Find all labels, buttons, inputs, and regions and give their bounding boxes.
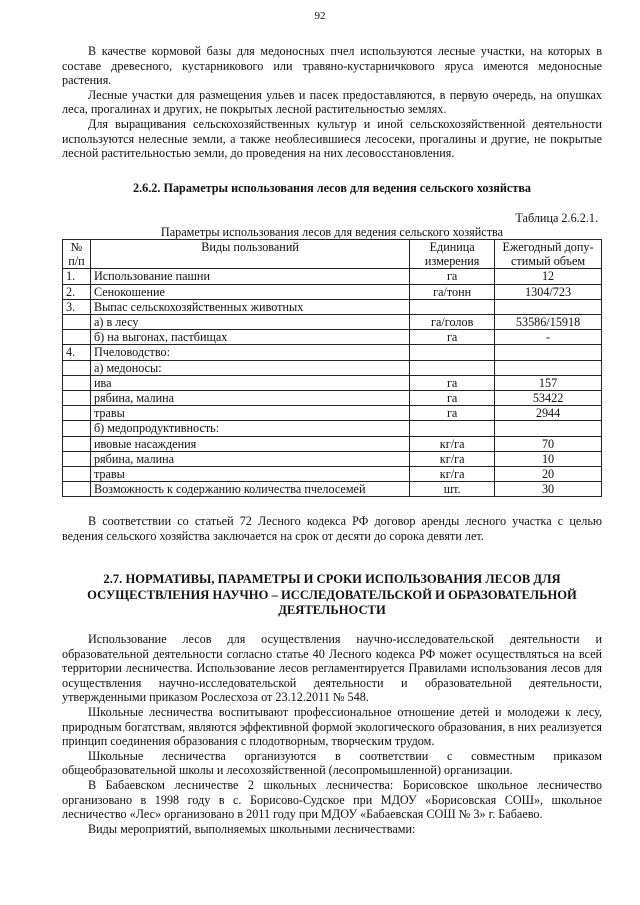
table-row bbox=[63, 482, 602, 497]
row-volume: 12 bbox=[495, 269, 602, 284]
row-kind: Использование пашни bbox=[90, 269, 409, 284]
table-row bbox=[63, 360, 602, 375]
row-unit: кг/га bbox=[410, 451, 495, 466]
row-volume: 2944 bbox=[495, 406, 602, 421]
row-volume bbox=[495, 345, 602, 360]
row-unit: га bbox=[410, 330, 495, 345]
row-num bbox=[63, 315, 91, 330]
header-unit-line1: Единица bbox=[429, 240, 475, 254]
intro-paragraph: Для выращивания сельскохозяйственных культур и иной сельскохозяйственной деятельности используются нелесные земли, а также необлесившиеся лесосеки, прогалины и другие, не покрытые лесной растительностью земли, до проведения на них лесовосстановления. bbox=[62, 116, 602, 161]
row-num: 2. bbox=[63, 284, 91, 299]
table-row bbox=[63, 284, 602, 299]
row-num bbox=[63, 421, 91, 436]
row-volume: 53422 bbox=[495, 391, 602, 406]
row-volume: 70 bbox=[495, 436, 602, 451]
row-kind: рябина, малина bbox=[90, 451, 409, 466]
row-volume: - bbox=[495, 330, 602, 345]
table-row bbox=[63, 345, 602, 360]
header-num-line1: № bbox=[70, 240, 83, 254]
section-paragraph: Виды мероприятий, выполняемых школьными лесничествами: bbox=[88, 821, 416, 836]
row-kind: ива bbox=[90, 375, 409, 390]
row-volume: 30 bbox=[495, 482, 602, 497]
row-kind: б) на выгонах, пастбищах bbox=[90, 330, 409, 345]
header-vol-line1: Ежегодный допу- bbox=[502, 240, 594, 254]
table-row bbox=[63, 406, 602, 421]
table-label: Таблица 2.6.2.1. bbox=[515, 211, 598, 225]
header-unit-line2: измерения bbox=[424, 254, 480, 269]
row-unit: га bbox=[410, 269, 495, 284]
row-kind: Возможность к содержанию количества пчелосемей bbox=[90, 482, 409, 497]
row-kind: а) медоносы: bbox=[90, 360, 409, 375]
row-num bbox=[63, 330, 91, 345]
header-vol-line2: стимый объем bbox=[510, 254, 586, 269]
row-unit bbox=[410, 360, 495, 375]
header-num bbox=[63, 240, 91, 269]
row-volume bbox=[495, 299, 602, 314]
row-unit: кг/га bbox=[410, 467, 495, 482]
row-unit: га bbox=[410, 406, 495, 421]
row-num: 4. bbox=[63, 345, 91, 360]
table-row bbox=[63, 330, 602, 345]
row-unit: га/тонн bbox=[410, 284, 495, 299]
subsection-title: 2.6.2. Параметры использования лесов для ведения сельского хозяйства bbox=[133, 181, 531, 195]
row-unit: га bbox=[410, 391, 495, 406]
row-kind: б) медопродуктивность: bbox=[90, 421, 409, 436]
row-kind: травы bbox=[90, 467, 409, 482]
row-num bbox=[63, 360, 91, 375]
intro-paragraph: В качестве кормовой базы для медоносных пчел используются лесные участки, на которых в составе древесного, кустарникового или травяно-кустарничкового яруса имеются медоносные растения. bbox=[62, 44, 602, 88]
after-table-paragraph: В соответствии со статьей 72 Лесного кодекса РФ договор аренды лесного участка с целью ведения сельского хозяйства заключается на срок от десяти до сорока девяти лет. bbox=[62, 514, 602, 543]
row-num: 3. bbox=[63, 299, 91, 314]
table-row bbox=[63, 269, 602, 284]
row-unit bbox=[410, 345, 495, 360]
parameters-table bbox=[62, 239, 602, 497]
header-num-line2: п/п bbox=[68, 254, 85, 269]
row-volume bbox=[495, 360, 602, 375]
row-volume: 157 bbox=[495, 375, 602, 390]
row-num bbox=[63, 467, 91, 482]
section-title: 2.7. НОРМАТИВЫ, ПАРАМЕТРЫ И СРОКИ ИСПОЛЬЗОВАНИЯ ЛЕСОВ ДЛЯ ОСУЩЕСТВЛЕНИЯ НАУЧНО – ИССЛЕДОВАТЕЛЬСКОЙ И ОБРАЗОВАТЕЛЬНОЙ ДЕЯТЕЛЬНОСТИ bbox=[87, 572, 577, 617]
row-num bbox=[63, 391, 91, 406]
intro-text bbox=[62, 44, 602, 161]
after-table-text bbox=[62, 514, 602, 543]
row-kind: травы bbox=[90, 406, 409, 421]
table-row bbox=[63, 391, 602, 406]
row-kind: Выпас сельскохозяйственных животных bbox=[90, 299, 409, 314]
row-kind: ивовые насаждения bbox=[90, 436, 409, 451]
table-row bbox=[63, 315, 602, 330]
row-volume: 20 bbox=[495, 467, 602, 482]
header-unit bbox=[410, 240, 495, 269]
row-num bbox=[63, 436, 91, 451]
row-num bbox=[63, 482, 91, 497]
header-kind: Виды пользований bbox=[90, 240, 409, 269]
intro-paragraph: Лесные участки для размещения ульев и пасек предоставляются, в первую очередь, на опушках леса, прогалинах и других, не покрытых лесной растительностью землях. bbox=[62, 87, 602, 117]
table-caption: Параметры использования лесов для ведения сельского хозяйства bbox=[160, 225, 504, 239]
table-header-row bbox=[63, 240, 602, 269]
section-paragraph: Школьные лесничества воспитывают профессиональное отношение детей и молодежи к лесу, природным богатствам, являются эффективной формой экологического образования, в них реализуется принцип соединения образования с плодотворным, творческим трудом. bbox=[62, 704, 602, 749]
section-text bbox=[62, 632, 602, 836]
section-paragraph: Использование лесов для осуществления научно-исследовательской деятельности и образовательной деятельности согласно статье 40 Лесного кодекса РФ может осуществляться на всей территории лесничества. Использование лесов регламентируется Правилами использования лесов для осуществления научно-исследовательской деятельности и образовательной деятельности, утвержденными приказом Рослесхоза от 23.12.2011 № 548. bbox=[62, 632, 602, 705]
row-num: 1. bbox=[63, 269, 91, 284]
row-kind: Пчеловодство: bbox=[90, 345, 409, 360]
row-kind: Сенокошение bbox=[90, 284, 409, 299]
table-row bbox=[63, 467, 602, 482]
section-paragraph: В Бабаевском лесничестве 2 школьных лесничества: Борисовское школьное лесничество организовано в 1998 году в с. Борисово-Судское при МДОУ «Борисовская СОШ», школьное лесничество «Лес» организовано в 2011 году при МДОУ «Бабаевская СОШ № 3» г. Бабаево. bbox=[62, 777, 602, 822]
row-unit bbox=[410, 299, 495, 314]
table-row bbox=[63, 451, 602, 466]
section-paragraph: Школьные лесничества организуются в соответствии с совместным приказом общеобразовательной школы и лесохозяйственной (лесопромышленной) организации. bbox=[62, 748, 602, 778]
row-kind: а) в лесу bbox=[90, 315, 409, 330]
table-row bbox=[63, 299, 602, 314]
row-unit: шт. bbox=[410, 482, 495, 497]
row-unit: кг/га bbox=[410, 436, 495, 451]
row-num bbox=[63, 375, 91, 390]
row-volume bbox=[495, 421, 602, 436]
row-unit: га/голов bbox=[410, 315, 495, 330]
row-kind: рябина, малина bbox=[90, 391, 409, 406]
page-number: 92 bbox=[314, 10, 326, 22]
row-volume: 10 bbox=[495, 451, 602, 466]
row-num bbox=[63, 451, 91, 466]
row-volume: 53586/15918 bbox=[495, 315, 602, 330]
table-row bbox=[63, 421, 602, 436]
row-volume: 1304/723 bbox=[495, 284, 602, 299]
table-row bbox=[63, 436, 602, 451]
header-volume bbox=[495, 240, 602, 269]
row-unit: га bbox=[410, 375, 495, 390]
table-row bbox=[63, 375, 602, 390]
row-num bbox=[63, 406, 91, 421]
row-unit bbox=[410, 421, 495, 436]
